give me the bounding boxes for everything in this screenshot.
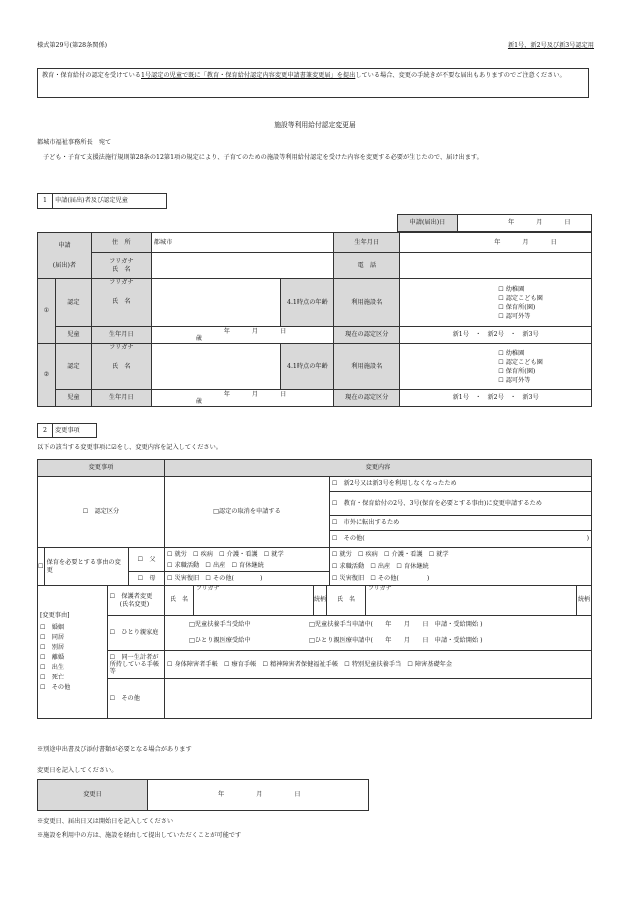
notice-text: 教育・保育給付の認定を受けている [42,72,141,79]
t: 出産 [212,561,226,569]
n: 氏 名 [112,298,131,306]
section1-num: 1 [38,194,53,209]
t: 介護・看護 [391,550,423,558]
kopt-2[interactable]: ☐ 市外に転出するため [329,516,591,531]
n1: 新1号 [452,394,469,402]
t: 離婚 [51,654,65,662]
header-item: 変更事項 [38,460,165,477]
address-value[interactable]: 都城市 [151,233,334,253]
notice-underlined: 1号認定の児童で既に「教育・保育給付認定内容変更申請書兼変更届」を提出 [141,72,356,79]
t: その他( [377,574,399,582]
note-1: ※別途申出書及び添付書類が必要となる場合があります [37,746,192,753]
notice-text-2: している場合、変更の手続きが不要な届出もありますのでご注意ください。 [355,72,566,79]
applicant-label [38,233,92,279]
father-cell[interactable]: ☐ 父 [129,548,165,572]
t: 障害基礎年金 [414,660,453,668]
dot: ・ [509,331,517,339]
t: 保育所(園) [505,367,536,375]
section1-header [37,193,167,209]
t: 幼稚園 [505,285,525,293]
n2: 新2号 [487,331,504,339]
kubun-cell[interactable]: ☐ 認定区分 [38,477,165,548]
t: 育休継続 [403,562,429,570]
t: 疾病 [365,550,378,558]
t: 育休継続 [239,561,264,569]
addressee: 都城市福祉事務所長 宛て [37,139,112,146]
child1-dob[interactable] [151,327,334,344]
guardian-cell[interactable]: ☐ 保護者変更 (氏名変更) [107,586,164,616]
techo-options[interactable]: ☐ 身体障害者手帳 ☐ 療育手帳 ☐ 精神障害者保健福祉手帳 ☐ 特別児童扶養手当 ☐ 障害基礎年金 [164,651,591,679]
child2-num: ② [38,344,56,407]
y: 年 [218,791,225,799]
z: 続柄 [313,586,327,615]
d: 日 [564,219,571,227]
s: 氏 名 [169,596,188,604]
m: 月 [536,219,543,227]
child2-name-label [91,344,151,390]
y: 年 [223,327,230,335]
kopt-3[interactable]: ☐ その他( ) [329,531,591,548]
sonota-content[interactable] [164,679,591,719]
applicant-name[interactable] [151,253,334,279]
a1: 申請 [58,242,71,250]
t: 特別児童扶養手当 [351,660,402,668]
t: 幼稚園 [505,349,525,357]
t: 出生 [51,664,65,672]
n: 氏 名 [112,363,131,371]
t: その他 [121,694,140,702]
child2-current[interactable] [400,390,592,407]
child1-name[interactable] [151,279,281,327]
t: その他( [343,535,365,543]
t: 保護者変更 [121,593,153,601]
intro-text: 子ども・子育て支援法施行規則第28条の12第1項の規定により、子育てのための施設等利用給付認定を受けた内容を変更する必要が生じたので、届け出ます。 [43,154,483,161]
t2: (氏名変更) [119,600,150,608]
t: 母 [149,574,156,582]
t: 市外に転出するため [343,519,400,527]
form-number: 様式第29号(第28条関係) [37,42,108,49]
child1-facility-types[interactable]: ☐ 幼稚園 ☐ 認定こども園 ☐ 保育所(園) ☐ 認可外等 [400,279,592,327]
note-3: ※施設を利用中の方は、施設を経由して提出していただくことが可能です [37,832,242,839]
y: 年 [223,390,230,398]
child1-name-label [91,279,151,327]
mother-cell[interactable]: ☐ 母 [129,572,165,586]
t: 求職活動 [174,561,200,569]
notice-box [37,68,589,98]
t: 介護・看護 [226,550,258,558]
child2-jido: 児童 [55,390,91,407]
child2-current-label: 現在の認定区分 [334,390,400,407]
t: 就学 [271,550,284,558]
dot: ・ [475,331,482,339]
dot: ・ [509,394,517,402]
applicant-dob[interactable] [400,233,592,253]
t: 災害復旧 [174,574,200,582]
hitori-options[interactable] [164,616,591,651]
s: 氏 名 [336,596,355,604]
t: 同一生計者が所持している手帳等 [109,653,160,676]
t: □ひとり親医療申請中( 年 月 日 申請・受給開始 ) [308,637,483,644]
z: 続柄 [576,586,591,615]
d: 日 [280,327,287,335]
d: 日 [294,791,301,799]
t: □児童扶養手当受給中 [188,621,251,628]
t: □児童扶養手当申請中( 年 月 日 申請・受給開始 ) [308,621,483,628]
doitsu-cell[interactable]: ☐ 同一生計者が所持している手帳等 [107,651,164,679]
n3: 新3号 [522,394,539,402]
t: 身体障害者手帳 [174,660,218,668]
a2: (届出)者 [52,261,77,269]
hoiku-label: 保育を必要とする事由の変更 [44,548,129,586]
f: フリガナ [109,258,134,266]
t: ひとり親家庭 [121,629,159,637]
t: 保育所(園) [505,303,536,311]
child2-dob-label: 生年月日 [91,390,151,407]
kopt-0[interactable]: ☐ 新2号又は新3号を利用しなくなったため [329,477,591,492]
f: フリガナ [109,344,134,351]
t: 認可外等 [505,312,531,320]
child1-dob-label: 生年月日 [91,327,151,344]
d: 日 [550,238,557,246]
t: その他 [51,684,71,692]
f: フリガナ [193,586,313,615]
age: 歳 [195,398,202,405]
applicant-name-label [91,253,151,279]
child2-nintei: 認定 [55,344,91,390]
section2-num: 2 [38,424,53,438]
child1-age-label: 4.1時点の年齢 [281,279,334,327]
child1-facility-label: 利用施設名 [334,279,400,327]
t: 認可外等 [505,376,531,384]
y: 年 [494,238,501,246]
changes-table [37,459,592,719]
sonota-cell[interactable]: ☐ その他 [107,679,164,719]
t: 就労 [339,550,352,558]
section2-label: 変更事項 [53,424,97,438]
m: 月 [251,390,259,398]
applicant-dob-label: 生年月日 [334,233,400,253]
t: 別居 [51,644,65,652]
t: 災害復旧 [339,574,365,582]
guardian-names[interactable] [164,586,591,616]
mother-reasons[interactable]: ☐ 就労 ☐ 疾病 ☐ 介護・看護 ☐ 就学 ☐ 求職活動 ☐ 出産 ☐ 育休継続 ☐ 災害復旧 ☐ その他( ) [329,548,591,586]
note-2: ※変更日、届出日又は開始日を記入してください [37,818,174,825]
t: 出産 [377,562,391,570]
date-field[interactable] [458,215,592,232]
child2-facility-types[interactable]: ☐ 幼稚園 ☐ 認定こども園 ☐ 保育所(園) ☐ 認可外等 [400,344,592,390]
hitori-cell[interactable]: ☐ ひとり親家庭 [107,616,164,651]
n2: 新2号 [487,394,504,402]
dot: ・ [475,394,482,402]
child2-age-label: 4.1時点の年齢 [281,344,334,390]
kopt-1[interactable]: ☐ 教育・保育給付の2号、3号(保育を必要とする事由)に変更申請するため [329,492,591,516]
m: 月 [256,791,263,799]
instruction: 以下の該当する変更事項に☑をし、変更内容を記入してください。 [37,444,222,451]
t: 死亡 [51,674,65,682]
application-date-row [397,214,592,232]
page-title: 施設等利用給付認定変更届 [274,121,356,129]
t: 就学 [436,550,449,558]
header-content: 変更内容 [164,460,591,477]
address-label: 住 所 [91,233,151,253]
n1: 新1号 [452,331,469,339]
section1-label: 申請(届出)者及び認定児童 [53,194,167,209]
date-label: 申請(届出)日 [398,215,458,232]
kubun: 認定区分 [94,508,120,516]
t: 婚姻 [51,624,65,632]
father-reasons[interactable]: ☐ 就労 ☐ 疾病 ☐ 介護・看護 ☐ 就学 ☐ 求職活動 ☐ 出産 ☐ 育休継続 [164,548,329,572]
child1-current-label: 現在の認定区分 [334,327,400,344]
f: フリガナ [109,279,134,286]
t: 同居 [51,634,65,642]
applies-to: 新1号、新2号及び新3号認定用 [507,42,594,49]
henkou-jiyu: [変更事由] ☐ 婚姻 ☐ 同居 ☐ 別居 ☐ 離婚 ☐ 出生 ☐ 死亡 ☐ その他 [38,586,108,719]
h: [変更事由] [40,612,70,619]
f: フリガナ [365,586,576,615]
hoiku-check[interactable]: ☐ [38,548,45,586]
d: 日 [280,390,287,398]
t: 就労 [174,550,187,558]
child1-jido: 児童 [55,327,91,344]
t: 父 [149,555,156,563]
t: 求職活動 [339,562,365,570]
n3: 新3号 [522,331,539,339]
phone-field[interactable] [400,253,592,279]
change-date-field[interactable] [148,780,369,811]
t: 新2号又は新3号を利用しなくなったため [343,480,457,488]
y: 年 [508,219,515,227]
section2-header [37,423,97,438]
child2-name[interactable] [151,344,281,390]
t: その他( [212,574,234,582]
child2-dob[interactable] [151,390,334,407]
child1-num: ① [38,279,56,344]
applicant-child-table [37,232,592,407]
n: 氏 名 [112,265,131,273]
change-date-label: 変更日 [38,780,148,811]
change-date-prompt: 変更日を記入してください。 [37,767,118,774]
change-date-table [37,779,369,811]
child1-current[interactable] [400,327,592,344]
t: 疾病 [200,550,213,558]
m: 月 [522,238,529,246]
child1-nintei: 認定 [55,279,91,327]
t: 認定こども園 [505,294,543,302]
t: 教育・保育給付の2号、3号(保育を必要とする事由)に変更申請するため [343,499,542,507]
child2-facility-label: 利用施設名 [334,344,400,390]
t: 精神障害者保健福祉手帳 [269,660,339,668]
t: 認定こども園 [505,358,543,366]
torikeshi[interactable]: □認定の取消を申請する [164,477,329,548]
father-reasons-3[interactable]: ☐ 災害復旧 ☐ その他( ) [164,572,329,586]
phone-label: 電 話 [334,253,400,279]
t: □ひとり親医療受給中 [188,637,251,644]
m: 月 [251,327,259,335]
t: 療育手帳 [231,660,257,668]
age: 歳 [195,335,202,342]
